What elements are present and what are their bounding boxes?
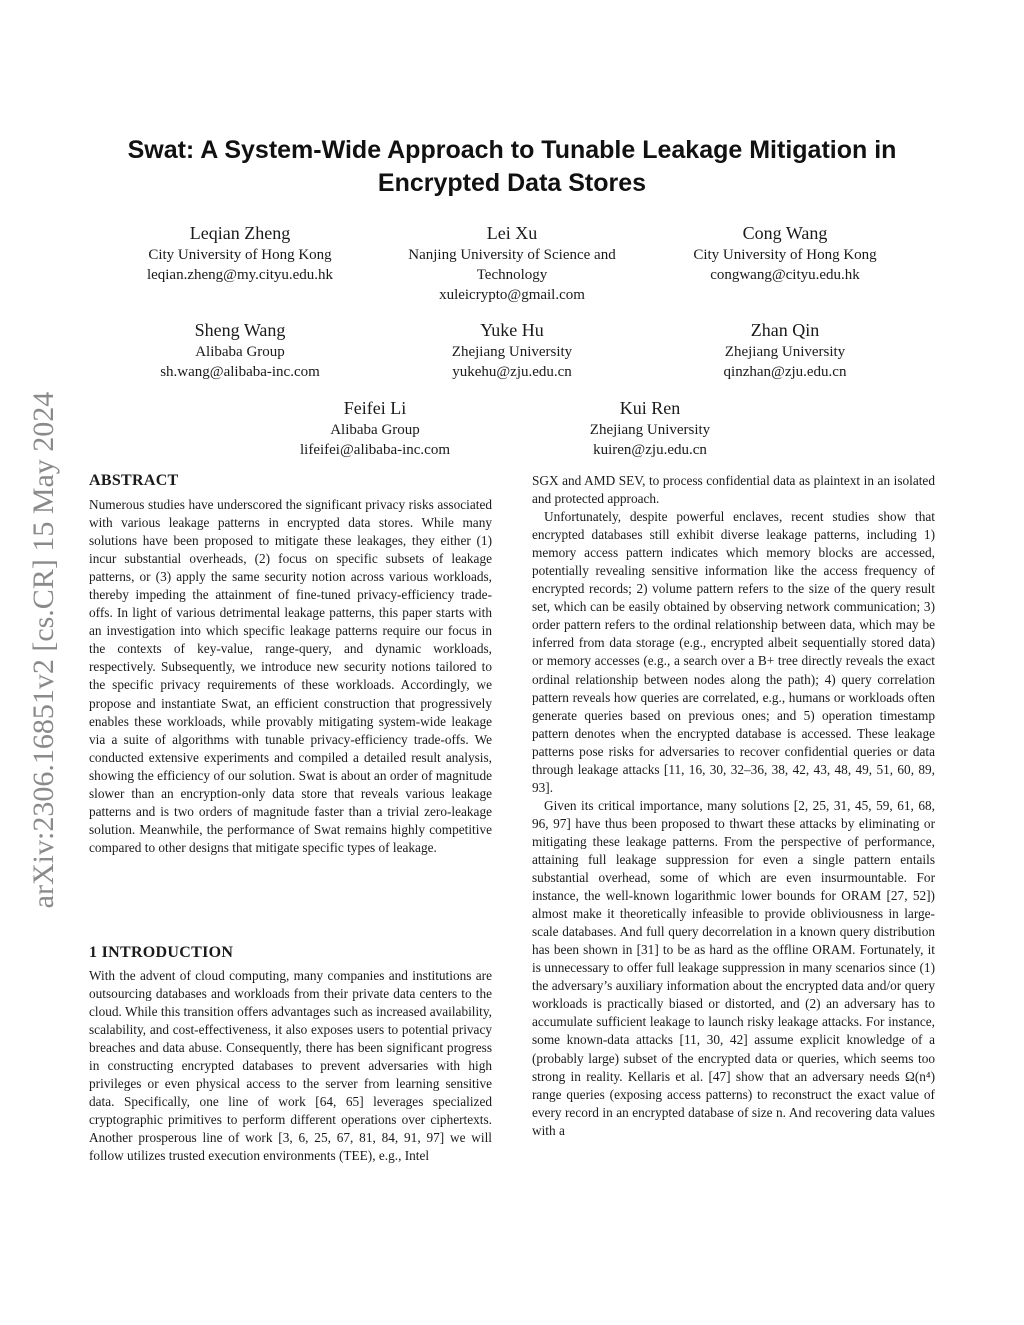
author-email: kuiren@zju.edu.cn xyxy=(593,442,707,458)
title-line-2: Encrypted Data Stores xyxy=(377,169,647,197)
author-name: Feifei Li xyxy=(343,398,407,418)
author-affiliation: City University of Hong Kong xyxy=(148,247,332,263)
introduction-paragraph: With the advent of cloud computing, many companies and institutions are outsourcing databases and workloads from their private data centers to the cloud. While this transition offers advantages such as increased availability, scalability, and cost-effectiveness, it also exposes users to potential privacy breaches and data abuse. Consequently, there has been significant progress in constructing encrypted databases to prevent adversaries with high privileges or even physical access to the server from learning sensitive data. Specifically, one line of work [64, 65] leverages specialized cryptographic primitives to perform different operations over ciphertexts. Another prosperous line of work [3, 6, 25, 67, 81, 84, 91, 97] we will follow utilizes trusted execution environments (TEE), e.g., Intel xyxy=(89,968,492,1164)
body-paragraph: Given its critical importance, many solutions [2, 25, 31, 45, 59, 61, 68, 96, 97] have thus been proposed to thwart these attacks by eliminating or mitigating these leakage patterns. From the perspective of performance, attaining full leakage suppression for even a single pattern entails substantial overhead, some of which are even insurmountable. For instance, the well-known logarithmic lower bounds for ORAM [27, 52]) almost make it theoretically infeasible to provide obliviousness in large-scale databases. And full query decorrelation in a known query distribution has been shown in [31] to be as hard as the offline ORAM. Fortunately, it is unnecessary to offer full leakage suppression in many scenarios since (1) the adversary’s auxiliary information about the encrypted data and/or query workloads is practically biased or distorted, and (2) an adversary has to accumulate sufficient leakage to launch risky leakage attacks. For instance, some known-data attacks [11, 30, 42] assume explicit knowledge of a (probably large) subset of the encrypted data or queries, which seems too strong in reality. Kellaris et al. [47] show that an adversary needs Ω(n⁴) range queries (exposing access patterns) to reconstruct the exact value of every record in an encrypted database of size n. And recovering data values with a xyxy=(532,797,935,1138)
author-affiliation: Nanjing University of Science and xyxy=(408,247,616,263)
author-email: leqian.zheng@my.cityu.edu.hk xyxy=(146,267,334,283)
author-name: Kui Ren xyxy=(619,398,681,418)
author-email: xuleicrypto@gmail.com xyxy=(439,287,585,303)
author-block xyxy=(255,396,495,460)
paper-title xyxy=(70,134,954,200)
author-block xyxy=(120,318,360,382)
introduction-body xyxy=(89,967,492,1166)
author-affiliation: Alibaba Group xyxy=(195,344,285,360)
author-email: qinzhan@zju.edu.cn xyxy=(723,364,847,380)
author-name: Yuke Hu xyxy=(480,320,544,340)
author-affiliation: Zhejiang University xyxy=(451,344,573,360)
author-block xyxy=(660,318,910,382)
abstract-text: Numerous studies have underscored the significant privacy risks associated with various leakage patterns in encrypted data stores. While many solutions have been proposed to mitigate these leakages, they either (1) incur substantial overheads, (2) focus on specific subsets of leakage patterns, or (3) apply the same security notion across various workloads, thereby impeding the attainment of fine-tuned privacy-efficiency trade-offs. In light of various detrimental leakage patterns, this paper starts with an investigation into which specific leakage patterns require our focus in the contexts of key-value, range-query, and dynamic workloads, respectively. Subsequently, we introduce new security notions tailored to the specific privacy requirements of these workloads. Accordingly, we propose and instantiate Swat, an efficient construction that progressively enables these workloads, while provably mitigating system-wide leakage via a suite of algorithms with tunable privacy-efficiency trade-offs. We conducted extensive experiments and compiled a detailed result analysis, showing the efficiency of our solution. Swat is about an order of magnitude slower than an encryption-only data store that reveals various leakage patterns and is two orders of magnitude faster than a trivial zero-leakage solution. Meanwhile, the performance of Swat remains highly competitive compared to other designs that mitigate specific types of leakage. xyxy=(89,497,492,855)
body-paragraph: SGX and AMD SEV, to process confidential data as plaintext in an isolated and protected approach. xyxy=(532,473,935,507)
author-email: sh.wang@alibaba-inc.com xyxy=(160,364,320,380)
author-name: Cong Wang xyxy=(742,223,828,243)
right-column-body xyxy=(532,472,935,1140)
author-block xyxy=(660,221,910,285)
author-block xyxy=(382,318,642,382)
author-name: Zhan Qin xyxy=(750,320,820,340)
title-line-1: Swat: A System-Wide Approach to Tunable Leakage Mitigation in xyxy=(127,136,897,164)
author-name: Sheng Wang xyxy=(194,320,286,340)
author-block xyxy=(382,221,642,305)
author-email: congwang@cityu.edu.hk xyxy=(710,267,860,283)
abstract-heading: ABSTRACT xyxy=(89,472,179,489)
author-affiliation: Alibaba Group xyxy=(330,422,420,438)
author-affiliation: Zhejiang University xyxy=(589,422,711,438)
author-affiliation: City University of Hong Kong xyxy=(693,247,877,263)
author-name: Leqian Zheng xyxy=(189,223,291,243)
author-block xyxy=(530,396,770,460)
author-affiliation: Zhejiang University xyxy=(724,344,846,360)
author-email: yukehu@zju.edu.cn xyxy=(452,364,572,380)
introduction-heading: 1 INTRODUCTION xyxy=(89,944,234,961)
arxiv-identifier: arXiv:2306.16851v2 [cs.CR] 15 May 2024 xyxy=(27,391,60,909)
author-name: Lei Xu xyxy=(486,223,538,243)
author-block xyxy=(120,221,360,285)
abstract-body xyxy=(89,496,492,857)
body-paragraph: Unfortunately, despite powerful enclaves, recent studies show that encrypted databases still exhibit diverse leakage patterns, including 1) memory access pattern indicates which memory blocks are accessed, potentially revealing sensitive information like the access frequency of encrypted records; 2) volume pattern refers to the size of the query result set, which can be easily obtained by observing network communication; 3) order pattern refers to the ordinal relationship between data, which may be inferred from data storage (e.g., encrypted albeit sequentially stored data) or memory accesses (e.g., a search over a B+ tree directly reveals the exact ordinal relationship between nodes along the path); 4) query correlation pattern reveals how queries are correlated, e.g., humans or workloads often generate queries based on previous ones; and 5) operation timestamp pattern denotes when the encrypted database is accessed. These leakage patterns pose risks for adversaries to recover confidential queries or data through leakage attacks [11, 16, 30, 32–36, 38, 42, 43, 48, 49, 51, 60, 89, 93]. xyxy=(532,509,935,795)
author-affiliation: Technology xyxy=(476,267,548,283)
author-email: lifeifei@alibaba-inc.com xyxy=(300,442,450,458)
